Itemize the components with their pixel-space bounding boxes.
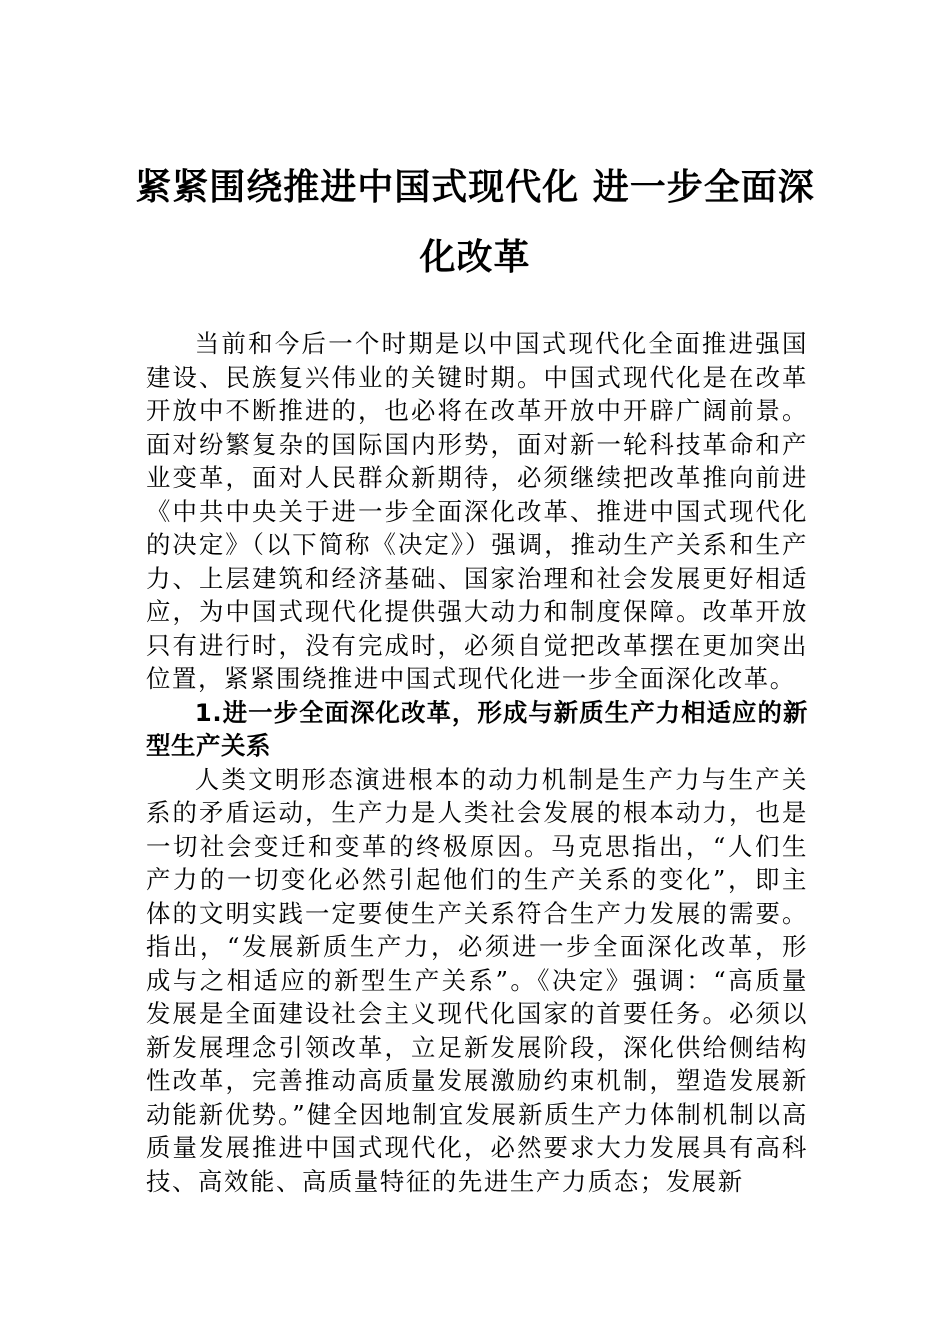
section-heading: 1.进一步全面深化改革，形成与新质生产力相适应的新型生产关系 (146, 697, 808, 760)
section-paragraph: 人类文明形态演进根本的动力机制是生产力与生产关系的矛盾运动，生产力是人类社会发展的根本动力，也是一切社会变迁和变革的终极原因。马克思指出，“人们生产力的一切变化必然引起他们的生产关系的变化”，即主体的文明实践一定要使生产关系符合生产力发展的需要。指出，“发展新质生产力，必须进一步全面深化改革，形成与之相适应的新型生产关系”。《决定》强调：“高质量发展是全面建设社会主义现代化国家的首要任务。必须以新发展理念引领改革，立足新发展阶段，深化供给侧结构性改革，完善推动高质量发展激励约束机制，塑造发展新动能新优势。”健全因地制宜发展新质生产力体制机制以高质量发展推进中国式现代化，必然要求大力发展具有高科技、高效能、高质量特征的先进生产力质态；发展新 (146, 764, 808, 1196)
intro-paragraph: 当前和今后一个时期是以中国式现代化全面推进强国建设、民族复兴伟业的关键时期。中国式现代化是在改革开放中不断推进的，也必将在改革开放中开辟广阔前景。面对纷繁复杂的国际国内形势，面对新一轮科技革命和产业变革，面对人民群众新期待，必须继续把改革推向前进《中共中央关于进一步全面深化改革、推进中国式现代化的决定》（以下简称《决定》）强调，推动生产关系和生产力、上层建筑和经济基础、国家治理和社会发展更好相适应，为中国式现代化提供强大动力和制度保障。改革开放只有进行时，没有完成时，必须自觉把改革摆在更加突出位置，紧紧围绕推进中国式现代化进一步全面深化改革。 (146, 329, 808, 693)
document-body (146, 327, 808, 1198)
document-title: 紧紧围绕推进中国式现代化 进一步全面深化改革 (135, 166, 815, 278)
